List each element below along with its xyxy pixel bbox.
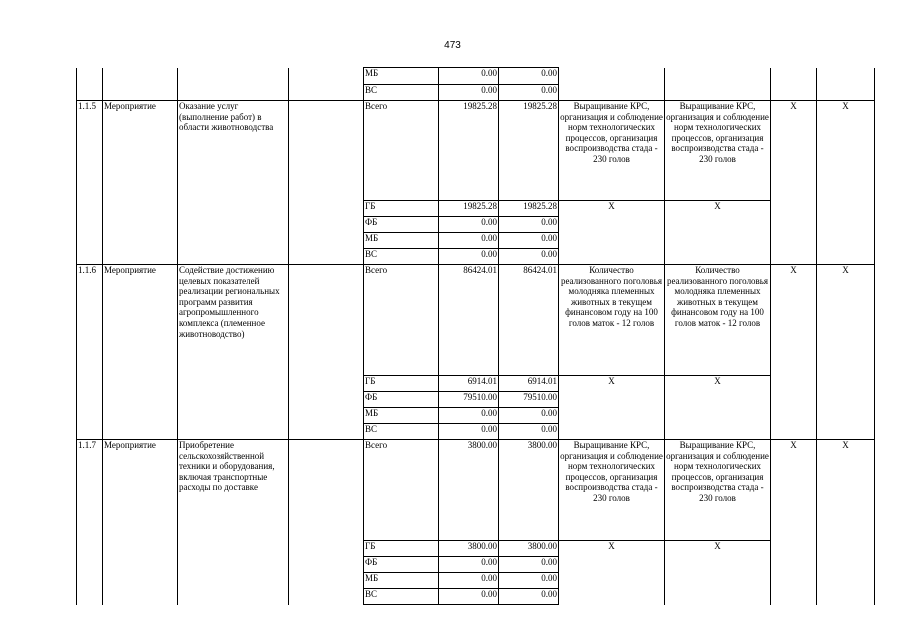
amount-cell: 79510.00 bbox=[499, 392, 559, 408]
indicator-cell: X bbox=[559, 376, 665, 392]
funding-source-cell: Всего bbox=[364, 265, 439, 376]
funding-source-cell: МБ bbox=[364, 68, 439, 85]
amount-cell: 86424.01 bbox=[499, 265, 559, 376]
indicator-cell: Выращивание КРС, организация и соблюдение норм технологических процессов, организация воспроизводства стада - 230 голов bbox=[665, 440, 771, 541]
type-cell: Мероприятие bbox=[103, 101, 178, 265]
indicator-cell bbox=[559, 557, 665, 573]
indicator-cell bbox=[665, 589, 771, 605]
amount-cell: 0.00 bbox=[499, 573, 559, 589]
indicator-cell bbox=[559, 68, 665, 101]
amount-cell: 19825.28 bbox=[439, 201, 499, 217]
table-row bbox=[77, 265, 875, 376]
mark-cell: X bbox=[817, 440, 875, 605]
amount-cell: 0.00 bbox=[499, 424, 559, 440]
mark-cell: X bbox=[771, 265, 817, 440]
funding-source-cell: ВС bbox=[364, 85, 439, 101]
indicator-cell bbox=[559, 424, 665, 440]
amount-cell: 0.00 bbox=[439, 557, 499, 573]
indicator-cell bbox=[559, 573, 665, 589]
funding-source-cell: ГБ bbox=[364, 376, 439, 392]
amount-cell: 0.00 bbox=[439, 408, 499, 424]
amount-cell: 0.00 bbox=[439, 85, 499, 101]
table-row bbox=[77, 440, 875, 541]
amount-cell: 0.00 bbox=[499, 68, 559, 85]
type-cell bbox=[103, 68, 178, 101]
amount-cell: 0.00 bbox=[439, 249, 499, 265]
amount-cell: 19825.28 bbox=[499, 201, 559, 217]
indicator-cell bbox=[559, 589, 665, 605]
funding-source-cell: ГБ bbox=[364, 201, 439, 217]
type-cell: Мероприятие bbox=[103, 265, 178, 440]
indicator-cell: X bbox=[559, 541, 665, 557]
funding-source-cell: ФБ bbox=[364, 217, 439, 233]
funding-source-cell: МБ bbox=[364, 233, 439, 249]
indicator-cell bbox=[559, 217, 665, 233]
amount-cell: 0.00 bbox=[499, 217, 559, 233]
indicator-cell bbox=[559, 392, 665, 408]
code-cell: 1.1.6 bbox=[77, 265, 103, 440]
funding-source-cell: ВС bbox=[364, 589, 439, 605]
mark-cell: X bbox=[771, 101, 817, 265]
funding-source-cell: ФБ bbox=[364, 557, 439, 573]
amount-cell: 0.00 bbox=[439, 573, 499, 589]
mark-cell bbox=[771, 68, 817, 101]
indicator-cell: X bbox=[665, 376, 771, 392]
indicator-cell: X bbox=[665, 201, 771, 217]
indicator-cell: X bbox=[559, 201, 665, 217]
blank-cell bbox=[289, 440, 364, 605]
mark-cell bbox=[817, 68, 875, 101]
funding-source-cell: Всего bbox=[364, 101, 439, 201]
amount-cell: 19825.28 bbox=[439, 101, 499, 201]
mark-cell: X bbox=[771, 440, 817, 605]
funding-source-cell: МБ bbox=[364, 408, 439, 424]
indicator-cell bbox=[665, 424, 771, 440]
indicator-cell bbox=[665, 233, 771, 249]
blank-cell bbox=[289, 101, 364, 265]
page-number: 473 bbox=[444, 40, 461, 51]
name-cell bbox=[178, 68, 289, 101]
indicator-cell: Количество реализованного поголовья молодняка племенных животных в текущем финансовом году на 100 голов маток - 12 голов bbox=[559, 265, 665, 376]
amount-cell: 0.00 bbox=[439, 589, 499, 605]
amount-cell: 0.00 bbox=[499, 249, 559, 265]
indicator-cell: Выращивание КРС, организация и соблюдение норм технологических процессов, организация воспроизводства стада - 230 голов bbox=[665, 101, 771, 201]
mark-cell: X bbox=[817, 265, 875, 440]
indicator-cell: Выращивание КРС, организация и соблюдение норм технологических процессов, организация воспроизводства стада - 230 голов bbox=[559, 101, 665, 201]
funding-source-cell: ФБ bbox=[364, 392, 439, 408]
indicator-cell bbox=[665, 557, 771, 573]
amount-cell: 0.00 bbox=[439, 233, 499, 249]
amount-cell: 0.00 bbox=[499, 557, 559, 573]
indicator-cell: X bbox=[665, 541, 771, 557]
amount-cell: 19825.28 bbox=[499, 101, 559, 201]
name-cell: Оказание услуг (выполнение работ) в области животноводства bbox=[178, 101, 289, 265]
name-cell: Содействие достижению целевых показателей реализации региональных программ развития агропромышленного комплекса (племенное животноводство) bbox=[178, 265, 289, 440]
amount-cell: 6914.01 bbox=[439, 376, 499, 392]
amount-cell: 0.00 bbox=[499, 233, 559, 249]
indicator-cell bbox=[665, 249, 771, 265]
funding-source-cell: ГБ bbox=[364, 541, 439, 557]
indicator-cell bbox=[665, 68, 771, 101]
amount-cell: 3800.00 bbox=[439, 541, 499, 557]
code-cell: 1.1.5 bbox=[77, 101, 103, 265]
indicator-cell bbox=[665, 408, 771, 424]
table-row bbox=[77, 101, 875, 201]
blank-cell bbox=[289, 68, 364, 101]
amount-cell: 86424.01 bbox=[439, 265, 499, 376]
blank-cell bbox=[289, 265, 364, 440]
indicator-cell: Количество реализованного поголовья молодняка племенных животных в текущем финансовом году на 100 голов маток - 12 голов bbox=[665, 265, 771, 376]
funding-source-cell: Всего bbox=[364, 440, 439, 541]
amount-cell: 79510.00 bbox=[439, 392, 499, 408]
amount-cell: 0.00 bbox=[499, 408, 559, 424]
funding-source-cell: ВС bbox=[364, 424, 439, 440]
name-cell: Приобретение сельскохозяйственной техники и оборудования, включая транспортные расходы по доставке bbox=[178, 440, 289, 605]
amount-cell: 0.00 bbox=[439, 68, 499, 85]
code-cell: 1.1.7 bbox=[77, 440, 103, 605]
amount-cell: 0.00 bbox=[499, 589, 559, 605]
amount-cell: 0.00 bbox=[439, 424, 499, 440]
indicator-cell bbox=[559, 233, 665, 249]
amount-cell: 3800.00 bbox=[499, 440, 559, 541]
amount-cell: 6914.01 bbox=[499, 376, 559, 392]
indicator-cell bbox=[665, 392, 771, 408]
funding-source-cell: ВС bbox=[364, 249, 439, 265]
table-row bbox=[77, 68, 875, 85]
mark-cell: X bbox=[817, 101, 875, 265]
code-cell bbox=[77, 68, 103, 101]
indicator-cell bbox=[559, 408, 665, 424]
indicator-cell bbox=[559, 249, 665, 265]
funding-source-cell: МБ bbox=[364, 573, 439, 589]
program-table bbox=[76, 67, 875, 605]
amount-cell: 3800.00 bbox=[499, 541, 559, 557]
amount-cell: 0.00 bbox=[499, 85, 559, 101]
indicator-cell: Выращивание КРС, организация и соблюдение норм технологических процессов, организация воспроизводства стада - 230 голов bbox=[559, 440, 665, 541]
indicator-cell bbox=[665, 573, 771, 589]
amount-cell: 0.00 bbox=[439, 217, 499, 233]
type-cell: Мероприятие bbox=[103, 440, 178, 605]
amount-cell: 3800.00 bbox=[439, 440, 499, 541]
indicator-cell bbox=[665, 217, 771, 233]
